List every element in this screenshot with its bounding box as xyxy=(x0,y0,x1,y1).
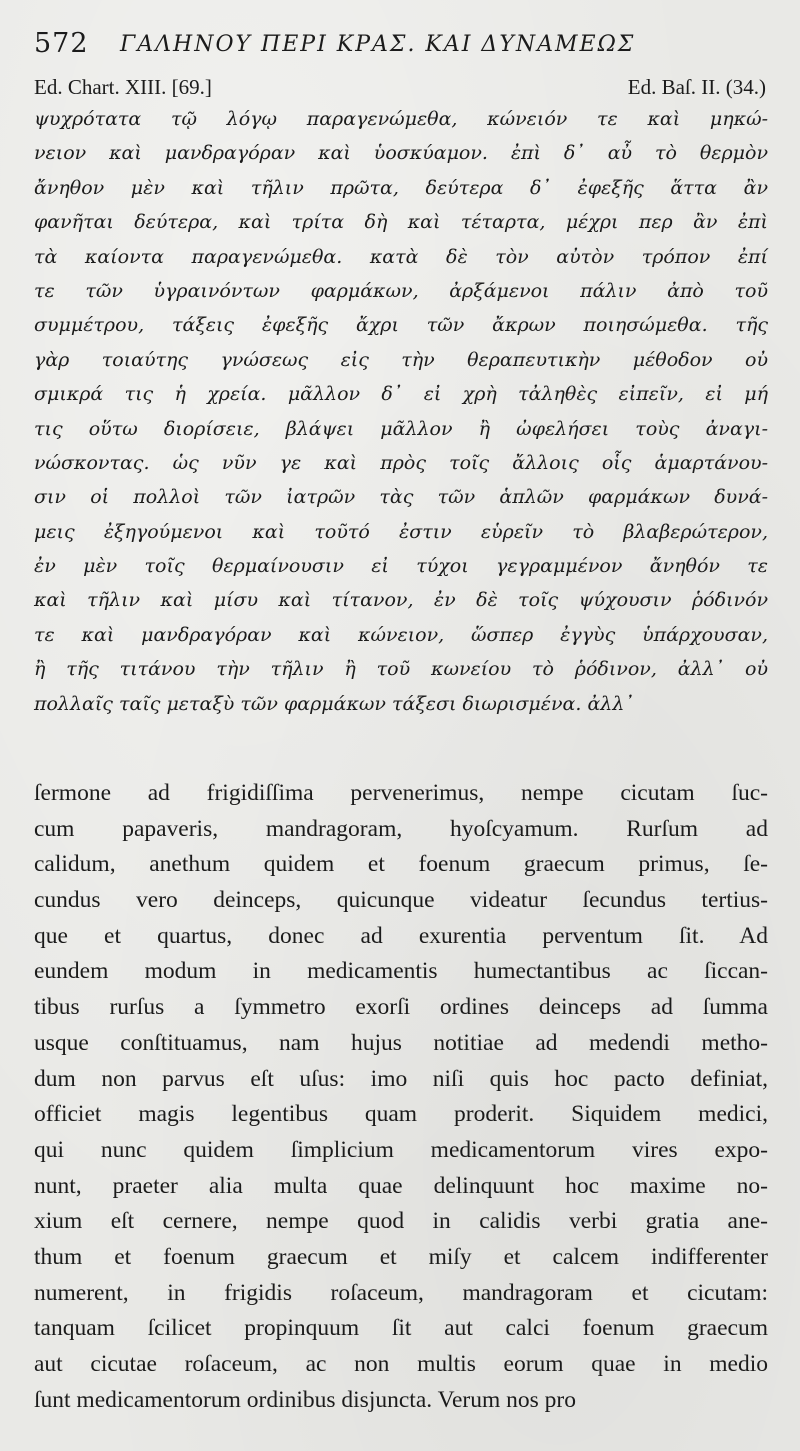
latin-line: cum papaveris, mandragoram, hyoſcyamum. Rurſum ad xyxy=(34,815,768,842)
latin-line: que et quartus, donec ad exurentia perventum ſit. Ad xyxy=(34,922,768,949)
latin-line: ſermone ad frigidiſſima pervenerimus, nempe cicutam ſuc- xyxy=(34,780,768,806)
greek-text-block xyxy=(34,102,768,721)
greek-line: τις οὕτω διορίσειε, βλάψει μᾶλλον ἢ ὠφελήσει τοὺς ἀναγι- xyxy=(34,417,768,440)
greek-line: συμμέτρου, τάξεις ἐφεξῆς ἄχρι τῶν ἄκρων ποιησώμεθα. τῆς xyxy=(34,314,768,337)
greek-line: τε καὶ μανδραγόραν καὶ κώνειον, ὥσπερ ἐγγὺς ὑπάρχουσαν, xyxy=(34,623,768,646)
greek-line: πολλαῖς ταῖς μεταξὺ τῶν φαρμάκων τάξεσι διωρισμένα. ἀλλ᾽ xyxy=(34,692,634,715)
greek-line: καὶ τῆλιν καὶ μίσυ καὶ τίτανον, ἐν δὲ τοῖς ψύχουσιν ῥόδινόν xyxy=(34,589,768,612)
latin-line: nunt, praeter alia multa quae delinquunt hoc maxime no- xyxy=(34,1172,768,1199)
greek-line: ἢ τῆς τιτάνου τὴν τῆλιν ἢ τοῦ κωνείου τὸ ῥόδινον, ἀλλ᾽ οὐ xyxy=(34,658,768,681)
latin-line: aut cicutae roſaceum, ac non multis eorum quae in medio xyxy=(34,1351,768,1377)
greek-line: νώσκοντας. ὡς νῦν γε καὶ πρὸς τοῖς ἄλλοις οἷς ἁμαρτάνου- xyxy=(34,451,768,474)
greek-line: τὰ καίοντα παραγενώμεθα. κατὰ δὲ τὸν αὐτὸν τρόπον ἐπί xyxy=(34,245,768,268)
edition-reference-chartier: Ed. Chart. XIII. [69.] xyxy=(34,75,212,99)
latin-text-block xyxy=(34,776,768,1418)
latin-line: usque conſtituamus, nam hujus notitiae ad medendi metho- xyxy=(34,1029,768,1056)
greek-line: γὰρ τοιαύτης γνώσεως εἰς τὴν θεραπευτικὴν μέθοδον οὐ xyxy=(34,348,768,371)
greek-line: ἄνηθον μὲν καὶ τῆλιν πρῶτα, δεύτερα δ᾽ ἐφεξῆς ἅττα ἂν xyxy=(34,176,768,199)
latin-line: cundus vero deinceps, quicunque videatur ſecundus tertius- xyxy=(34,887,768,914)
edition-references xyxy=(34,75,766,105)
page-number: 572 xyxy=(34,28,89,59)
greek-line: μεις ἐξηγούμενοι καὶ τοῦτό ἐστιν εὑρεῖν τὸ βλαβερώτερον, xyxy=(34,520,768,543)
latin-line: tibus rurſus a ſymmetro exorſi ordines deinceps ad ſumma xyxy=(34,994,768,1021)
greek-line: τε τῶν ὑγραινόντων φαρμάκων, ἀρξάμενοι πάλιν ἀπὸ τοῦ xyxy=(34,279,768,302)
edition-reference-basel: Ed. Baſ. II. (34.) xyxy=(627,75,766,99)
greek-line: φανῆται δεύτερα, καὶ τρίτα δὴ καὶ τέταρτα, μέχρι περ ἂν ἐπὶ xyxy=(34,211,768,234)
latin-line: dum non parvus eſt uſus: imo niſi quis hoc pacto definiat, xyxy=(34,1065,768,1092)
greek-line: σιν οἱ πολλοὶ τῶν ἰατρῶν τὰς τῶν ἁπλῶν φαρμάκων δυνά- xyxy=(34,486,768,509)
running-title: ΓΑΛΗΝΟΥ ΠΕΡΙ ΚΡΑΣ. ΚΑΙ ΔΥΝΑΜΕΩΣ xyxy=(120,32,636,57)
greek-line: ἐν μὲν τοῖς θερμαίνουσιν εἰ τύχοι γεγραμμένον ἄνηθόν τε xyxy=(34,555,768,578)
greek-line: ψυχρότατα τῷ λόγῳ παραγενώμεθα, κώνειόν τε καὶ μηκώ- xyxy=(34,108,768,130)
latin-line: tanquam ſcilicet propinquum ſit aut calci foenum graecum xyxy=(34,1315,768,1342)
latin-line: xium eſt cernere, nempe quod in calidis verbi gratia ane- xyxy=(34,1208,768,1235)
latin-line: ſunt medicamentorum ordinibus disjuncta. Verum nos pro xyxy=(34,1386,576,1413)
greek-line: σμικρά τις ἡ χρεία. μᾶλλον δ᾽ εἰ χρὴ τἀληθὲς εἰπεῖν, εἰ μή xyxy=(34,383,768,406)
latin-line: numerent, in frigidis roſaceum, mandragoram et cicutam: xyxy=(34,1279,768,1306)
latin-line: eundem modum in medicamentis humectantibus ac ſiccan- xyxy=(34,958,768,985)
latin-line: calidum, anethum quidem et foenum graecum primus, ſe- xyxy=(34,851,768,878)
page-header xyxy=(34,28,774,68)
greek-line: νειον καὶ μανδραγόραν καὶ ὑοσκύαμον. ἐπὶ δ᾽ αὖ τὸ θερμὸν xyxy=(34,142,768,165)
latin-line: thum et foenum graecum et miſy et calcem indifferenter xyxy=(34,1243,768,1270)
latin-line: qui nunc quidem ſimplicium medicamentorum vires expo- xyxy=(34,1136,768,1163)
latin-line: officiet magis legentibus quam proderit. Siquidem medici, xyxy=(34,1101,768,1128)
